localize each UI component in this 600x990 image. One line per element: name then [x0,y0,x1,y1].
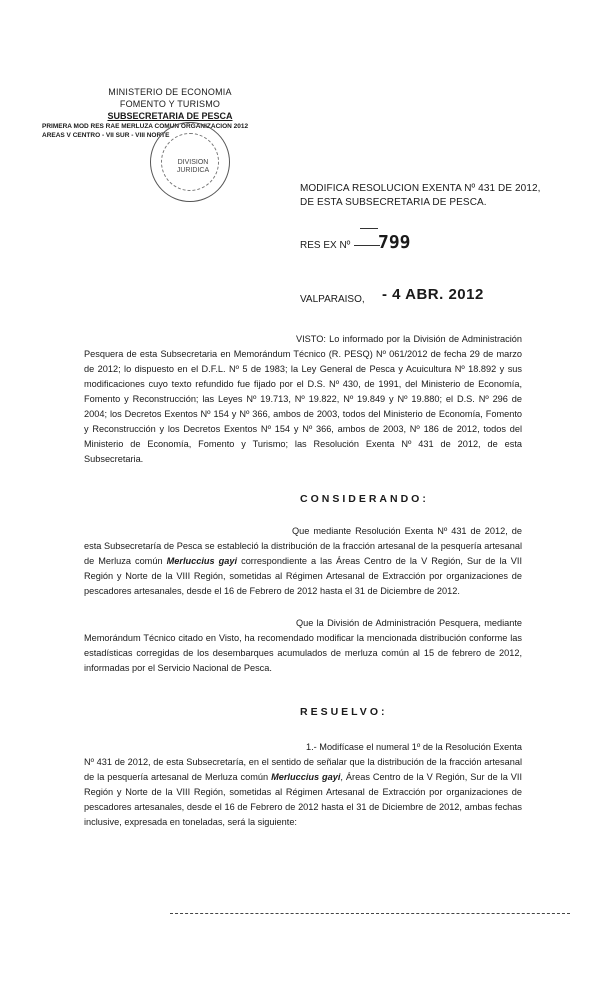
resolution-underline [354,245,380,246]
document-tag-2: AREAS V CENTRO - VII SUR - VIII NORTE [42,132,170,139]
resolution-label: RES EX Nº [300,240,351,251]
species-name: Merluccius gayi [271,772,341,782]
subject-line-2: DE ESTA SUBSECRETARIA DE PESCA. [300,197,487,208]
ministry-name: MINISTERIO DE ECONOMIA [108,87,232,97]
considerando-p2-lead: Que la División de Administración Pesquera, [296,618,481,628]
resolution-overline [360,228,378,229]
considerando-heading: CONSIDERANDO: [300,493,429,505]
resuelvo-paragraph-1 [84,740,522,830]
place: VALPARAISO, [300,294,365,305]
juridica-stamp [150,122,230,202]
resolution-label-row [300,240,384,251]
subsecretaria-name: SUBSECRETARIA DE PESCA [107,111,233,121]
considerando-paragraph-1 [84,524,522,599]
subject-line-1: MODIFICA RESOLUCION EXENTA Nº 431 DE 2012, [300,183,541,194]
considerando-p1-lead: Que mediante Resolución Exenta Nº 431 de 2012, [292,526,508,536]
stamp-line-2: JURIDICA [176,167,210,174]
date-stamp: - 4 ABR. 2012 [382,286,484,303]
stamp-line-1: DIVISION [177,159,209,166]
resuelvo-heading: RESUELVO: [300,706,388,718]
resolution-number: 799 [378,232,411,253]
resuelvo-p1-lead: 1.- Modifícase el numeral 1º de la Resolución [306,742,491,752]
visto-lead: VISTO: [296,334,326,344]
considerando-p1-b: correspondiente a las Áreas Centro de la V Región, Sur de la VII Región y Norte de la VIII Región, sometidas al Régimen Artesanal de Extracción por organizaciones de pescadores artesanales, desde el 16 de Febrero de 2012 hasta el 31 de Diciembre de 2012. [84,556,522,596]
considerando-p1-a: de esta Subsecretaría de Pesca se estableció la distribución de la fracción artesanal de la pesquería artesanal de Merluza común [84,526,522,566]
considerando-p2-text: mediante Memorándum Técnico citado en Visto, ha recomendado modificar la mencionada distribución conforme las estadísticas corregidas de los desembarques acumulados de merluza común al 15 de febrero de 2012, informadas por el Servicio Nacional de Pesca. [84,618,522,673]
table-top-rule [170,913,570,915]
document-tag-1: PRIMERA MOD RES RAE MERLUZA COMUN ORGANIZACION 2012 [42,123,249,130]
subject-block [300,182,570,210]
considerando-paragraph-2 [84,616,522,676]
visto-paragraph [84,332,522,467]
ministry-name-2: FOMENTO Y TURISMO [119,99,221,109]
resuelvo-p1-b: , Áreas Centro de la V Región, Sur de la VII Región y Norte de la VIII Región, sometidas al Régimen Artesanal de Extracción por organizaciones de pescadores artesanales, desde el 16 de Febrero de 2012 hasta el 31 de Diciembre de 2012, ambas fechas inclusive, expresada en toneladas, será la siguiente: [84,772,522,827]
resuelvo-p1-a: Exenta Nº 431 de 2012, de esta Subsecretaría, en el sentido de señalar que la distribución de la fracción artesanal de la pesquería artesanal de Merluza común [84,742,522,782]
stamp-text [171,159,215,175]
visto-text: Lo informado por la División de Administración Pesquera de esta Subsecretaria en Memorándum Técnico (R. PESQ) Nº 061/2012 de fecha 29 de marzo de 2012; lo dispuesto en el D.F.L. Nº 5 de 1983; la Ley General de Pesca y Acuicultura Nº 18.892 y sus modificaciones cuyo texto refundido fue fijado por el D.S. Nº 430, de 1991, del Ministerio de Economía, Fomento y Reconstrucción; las Leyes Nº 19.713, Nº 19.822, Nº 19.849 y Nº 19.880; el D.S. Nº 296 de 2004; los Decretos Exentos Nº 154 y Nº 366, ambos de 2003, todos del Ministerio de Economía, Fomento y Reconstrucción y los Decretos Exentos Nº 154 y Nº 366, ambos de 2003, Nº 186 de 2012, todos del Ministerio de Economía, Fomento y Turismo; las Resolución Exenta Nº 431 de 2012, de esta Subsecretaria. [84,334,522,464]
species-name: Merluccius gayi [166,556,238,566]
